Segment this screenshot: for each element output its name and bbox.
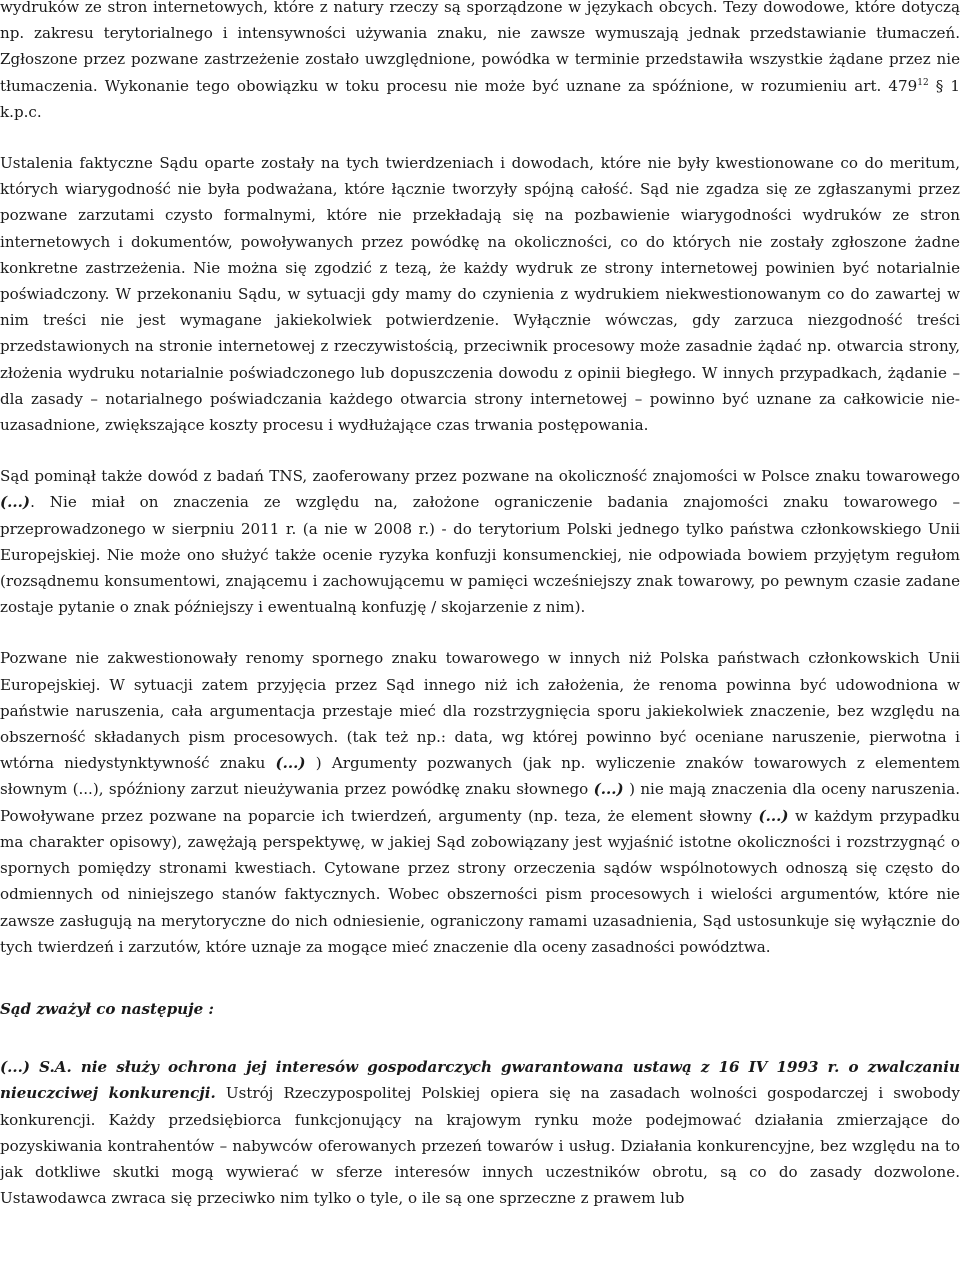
paragraph-tns-text-b: . Nie miał on znaczenia ze względu na, założone ograniczenie badania znajomości znaku towarowego – przeprowadzonego w sierpniu 2011 r. (a nie w 2008 r.) - do terytorium Polski jednego tylko państwa członkowskiego Unii Europejskiej. Nie może ono służyć także ocenie ryzyka konfuzji konsumenckiej, nie odpowiada bowiem przyjętym regułom (rozsądnemu konsumentowi, znającemu i zachowującemu w pamięci wcześniejszy znak towarowy, po pewnym czasie zadane zostaje pytanie o znak późniejszy i ewentualną konfuzję / skojarzenie z nim). xyxy=(0,493,960,617)
section-heading: Sąd zważył co następuje : xyxy=(0,999,214,1018)
paragraph-reputation-text-c: ) nie mają znaczenia dla oceny naruszenia. Powoływane przez pozwane na poparcie ich twierdzeń, argumenty (np. teza, że element słowny xyxy=(0,780,960,825)
paragraph-reputation-text-b: ) Argumenty pozwanych (jak np. wyliczenie znaków towarowych z elementem słownym (...), spóźniony zarzut nieużywania przez powódkę znaku słownego xyxy=(0,754,960,799)
paragraph-reputation xyxy=(0,645,960,959)
paragraph-translations xyxy=(0,0,960,125)
paragraph-translations-text: wydruków ze stron internetowych, które z natury rzeczy są sporządzone w językach obcych. Tezy dowodowe, które dotyczą np. zakresu terytorialnego i intensywności używania znaku, nie zawsze wymuszają jednak przedstawianie tłumaczeń. Zgłoszone przez pozwane zastrzeżenie zostało uwzględnione, powódka w terminie przedstawiła wszystkie żądane przez nie tłumaczenia. Wykonanie tego obowiązku w toku procesu nie może być uznane za spóźnione, w rozumieniu art. 479 xyxy=(0,0,960,95)
ellipsis-redaction: (...) xyxy=(593,780,624,799)
ellipsis-redaction: (...) xyxy=(758,806,789,825)
paragraph-unfair-competition-lead: (...) S.A. nie służy ochrona jej interesów gospodarczych gwarantowana ustawą z 16 IV 1993 r. o zwalczaniu nieuczciwej konkurencji. xyxy=(0,1058,960,1103)
ellipsis-redaction: (...) xyxy=(275,754,306,773)
paragraph-reputation-text-a: Pozwane nie zakwestionowały renomy spornego znaku towarowego w innych niż Polska państwach członkowskich Unii Europejskiej. W sytuacji zatem przyjęcia przez Sąd innego niż ich założenia, że renoma powinna być udowodniona w państwie naruszenia, cała argumentacja przestaje mieć dla rozstrzygnięcia sporu jakiekolwiek znaczenie, bez względu na obszerność składanych pism procesowych. (tak też np.: data, wg której powinno być oceniane naruszenie, pierwotna i wtórna niedystynktywność znaku xyxy=(0,649,960,773)
paragraph-tns-survey xyxy=(0,463,960,620)
paragraph-factual-findings: Ustalenia faktyczne Sądu oparte zostały na tych twierdzeniach i dowodach, które nie były kwestionowane co do meritum, których wiarygodność nie była podważana, które łącznie tworzyły spójną całość. Sąd nie zgadza się ze zgłaszanymi przez pozwane zarzutami czysto formalnymi, które nie przekładają się na pozbawienie wiarygodności wydruków ze stron internetowych i dokumentów, powoływanych przez powódkę na okoliczności, co do których nie zostały zgłoszone żadne konkretne zastrzeżenia. Nie można się zgodzić z tezą, że każdy wydruk ze strony internetowej powinien być notarialnie poświadczony. W przekonaniu Sądu, w sytuacji gdy mamy do czynienia z wydrukiem niekwestionowanym co do zawartej w nim treści nie jest wymagane jakiekolwiek potwierdzenie. Wyłącznie wówczas, gdy zarzuca niezgodność treści przedstawionych na stronie internetowej z rzeczywistością, przeciwnik procesowy może zasadnie żądać np. otwarcia strony, złożenia wydruku notarialnie poświadczonego lub dopuszczenia dowodu z opinii biegłego. W innych przypadkach, żądanie – dla zasady – notarialnego poświadczania każdego otwarcia strony internetowej – powinno być uznane za całkowicie nie-uzasadnione, zwiększające koszty procesu i wydłużające czas trwania postępowania. xyxy=(0,154,960,435)
article-superscript: 12 xyxy=(917,77,929,88)
paragraph-reputation-text-d: w każdym przypadku ma charakter opisowy), zawężają perspektywę, w jakiej Sąd zobowiązany jest wyjaśnić istotne okoliczności i rozstrzygnąć o spornych pomiędzy stronami kwestiach. Cytowane przez strony orzeczenia sądów wspólnotowych odnoszą się często do odmiennych od niniejszego stanów faktycznych. Wobec obszerności pism procesowych i wielości argumentów, które nie zawsze zasługują na merytoryczne do nich odniesienie, ograniczony ramami uzasadnienia, Sąd ustosunkuje się wyłącznie do tych twierdzeń i zarzutów, które uznaje za mogące mieć znaczenie dla oceny zasadności powództwa. xyxy=(0,806,960,956)
paragraph-translations-end: § 1 k.p.c. xyxy=(0,76,960,121)
paragraph-unfair-competition-text: Ustrój Rzeczypospolitej Polskiej opiera się na zasadach wolności gospodarczej i swobody konkurencji. Każdy przedsiębiorca funkcjonujący na krajowym rynku może podejmować działania zmierzające do pozyskiwania kontrahentów – nabywców oferowanych przezeń towarów i usług. Działania konkurencyjne, bez względu na to jak dotkliwe skutki mogą wywierać w sferze interesów innych uczestników obrotu, są co do zasady dozwolone. Ustawodawca zwraca się przeciwko nim tylko o tyle, o ile są one sprzeczne z prawem lub xyxy=(0,1084,960,1208)
ellipsis-redaction: (...) xyxy=(0,493,31,512)
paragraph-tns-text-a: Sąd pominął także dowód z badań TNS, zaoferowany przez pozwane na okoliczność znajomości w Polsce znaku towarowego xyxy=(0,467,960,486)
paragraph-unfair-competition xyxy=(0,1054,960,1211)
